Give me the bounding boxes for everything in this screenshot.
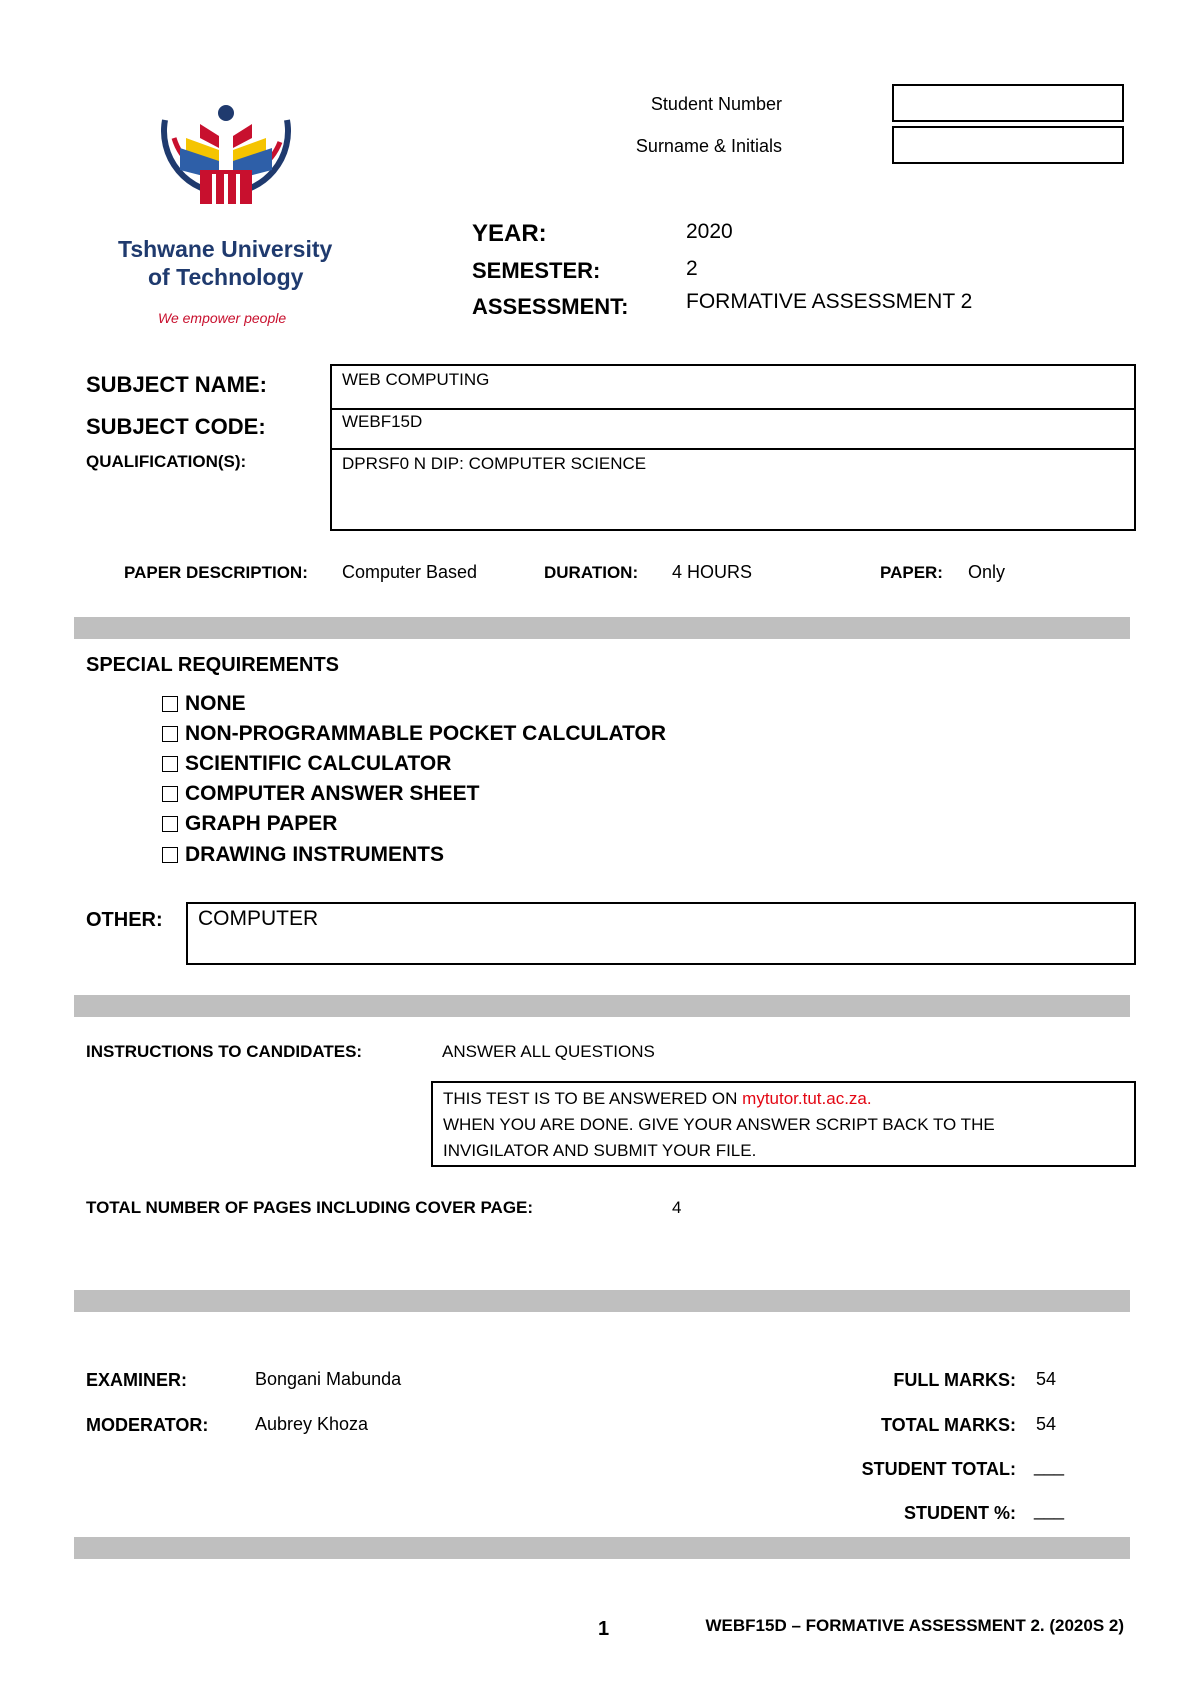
total-marks-value: 54 (1036, 1414, 1057, 1434)
moderator-value: Aubrey Khoza (255, 1414, 369, 1434)
moderator-label: MODERATOR: (86, 1415, 209, 1435)
other-label: OTHER: (86, 909, 163, 931)
total-pages-value: 4 (672, 1198, 682, 1217)
checkbox-icon[interactable] (162, 726, 178, 742)
year-label: YEAR: (472, 220, 547, 247)
requirement-none[interactable]: NONE (162, 692, 246, 716)
requirement-computer-answer-sheet[interactable]: COMPUTER ANSWER SHEET (162, 782, 479, 806)
requirement-drawing-instruments[interactable]: DRAWING INSTRUMENTS (162, 843, 444, 867)
instructions-notice-box (431, 1081, 1136, 1167)
checkbox-icon[interactable] (162, 816, 178, 832)
subject-name-label: SUBJECT NAME: (86, 372, 267, 397)
paper-description-label: PAPER DESCRIPTION: (124, 563, 308, 582)
student-percent-label: STUDENT %: (904, 1503, 1016, 1523)
surname-initials-label: Surname & Initials (635, 136, 782, 156)
paper-value: Only (968, 562, 1006, 582)
checkbox-icon[interactable] (162, 756, 178, 772)
other-value: COMPUTER (198, 907, 319, 930)
qualification-value: DPRSF0 N DIP: COMPUTER SCIENCE (342, 454, 647, 473)
student-total-value[interactable]: ___ (1034, 1456, 1065, 1476)
year-value: 2020 (686, 220, 733, 243)
subject-name-cell (332, 366, 1134, 410)
checkbox-icon[interactable] (162, 847, 178, 863)
subject-table (330, 364, 1136, 531)
logo-slogan: We empower people (158, 310, 287, 326)
checkbox-icon[interactable] (162, 786, 178, 802)
full-marks-value: 54 (1036, 1369, 1057, 1389)
tut-emblem-icon (116, 98, 336, 223)
logo-name-line2: of Technology (148, 264, 304, 290)
qualification-cell (332, 450, 1134, 529)
checkbox-icon[interactable] (162, 696, 178, 712)
notice-line-1: THIS TEST IS TO BE ANSWERED ON mytutor.tut.ac.za. (443, 1089, 872, 1108)
paper-description-value: Computer Based (342, 562, 478, 582)
section-divider (74, 1537, 1130, 1559)
student-percent-value[interactable]: ___ (1034, 1500, 1065, 1520)
requirement-scientific-calculator[interactable]: SCIENTIFIC CALCULATOR (162, 752, 451, 776)
requirement-pocket-calculator[interactable]: NON-PROGRAMMABLE POCKET CALCULATOR (162, 722, 666, 746)
notice-line-3: INVIGILATOR AND SUBMIT YOUR FILE. (443, 1141, 757, 1160)
page-number: 1 (598, 1618, 610, 1640)
examiner-value: Bongani Mabunda (255, 1369, 402, 1389)
assessment-label: ASSESSMENT: (472, 294, 629, 319)
subject-name-value: WEB COMPUTING (342, 370, 490, 389)
section-divider (74, 1290, 1130, 1312)
subject-code-cell (332, 408, 1134, 450)
instructions-value: ANSWER ALL QUESTIONS (442, 1042, 655, 1061)
instructions-label: INSTRUCTIONS TO CANDIDATES: (86, 1042, 363, 1061)
student-number-label: Student Number (650, 94, 782, 114)
subject-code-label: SUBJECT CODE: (86, 414, 266, 439)
tut-logo (116, 98, 336, 334)
examiner-label: EXAMINER: (86, 1370, 188, 1390)
qualification-label: QUALIFICATION(S): (86, 452, 247, 471)
assessment-value: FORMATIVE ASSESSMENT 2 (686, 290, 973, 313)
paper-label: PAPER: (880, 563, 943, 582)
section-divider (74, 617, 1130, 639)
semester-label: SEMESTER: (472, 258, 601, 283)
logo-name-line1: Tshwane University (118, 236, 333, 262)
section-divider (74, 995, 1130, 1017)
other-field[interactable] (186, 902, 1136, 965)
mytutor-link[interactable]: mytutor.tut.ac.za. (742, 1089, 872, 1108)
full-marks-label: FULL MARKS: (893, 1370, 1016, 1390)
document-reference: WEBF15D – FORMATIVE ASSESSMENT 2. (2020S 2) (705, 1616, 1124, 1635)
total-pages-label: TOTAL NUMBER OF PAGES INCLUDING COVER PAGE: (86, 1198, 534, 1217)
student-total-label: STUDENT TOTAL: (861, 1459, 1016, 1479)
duration-label: DURATION: (544, 563, 639, 582)
notice-line-2: WHEN YOU ARE DONE. GIVE YOUR ANSWER SCRIPT BACK TO THE (443, 1115, 995, 1134)
semester-value: 2 (686, 257, 698, 280)
student-number-field[interactable] (892, 84, 1124, 122)
special-requirements-heading: SPECIAL REQUIREMENTS (86, 654, 339, 676)
subject-code-value: WEBF15D (342, 412, 423, 431)
duration-value: 4 HOURS (672, 562, 753, 582)
total-marks-label: TOTAL MARKS: (881, 1415, 1016, 1435)
requirement-graph-paper[interactable]: GRAPH PAPER (162, 812, 337, 836)
surname-initials-field[interactable] (892, 126, 1124, 164)
